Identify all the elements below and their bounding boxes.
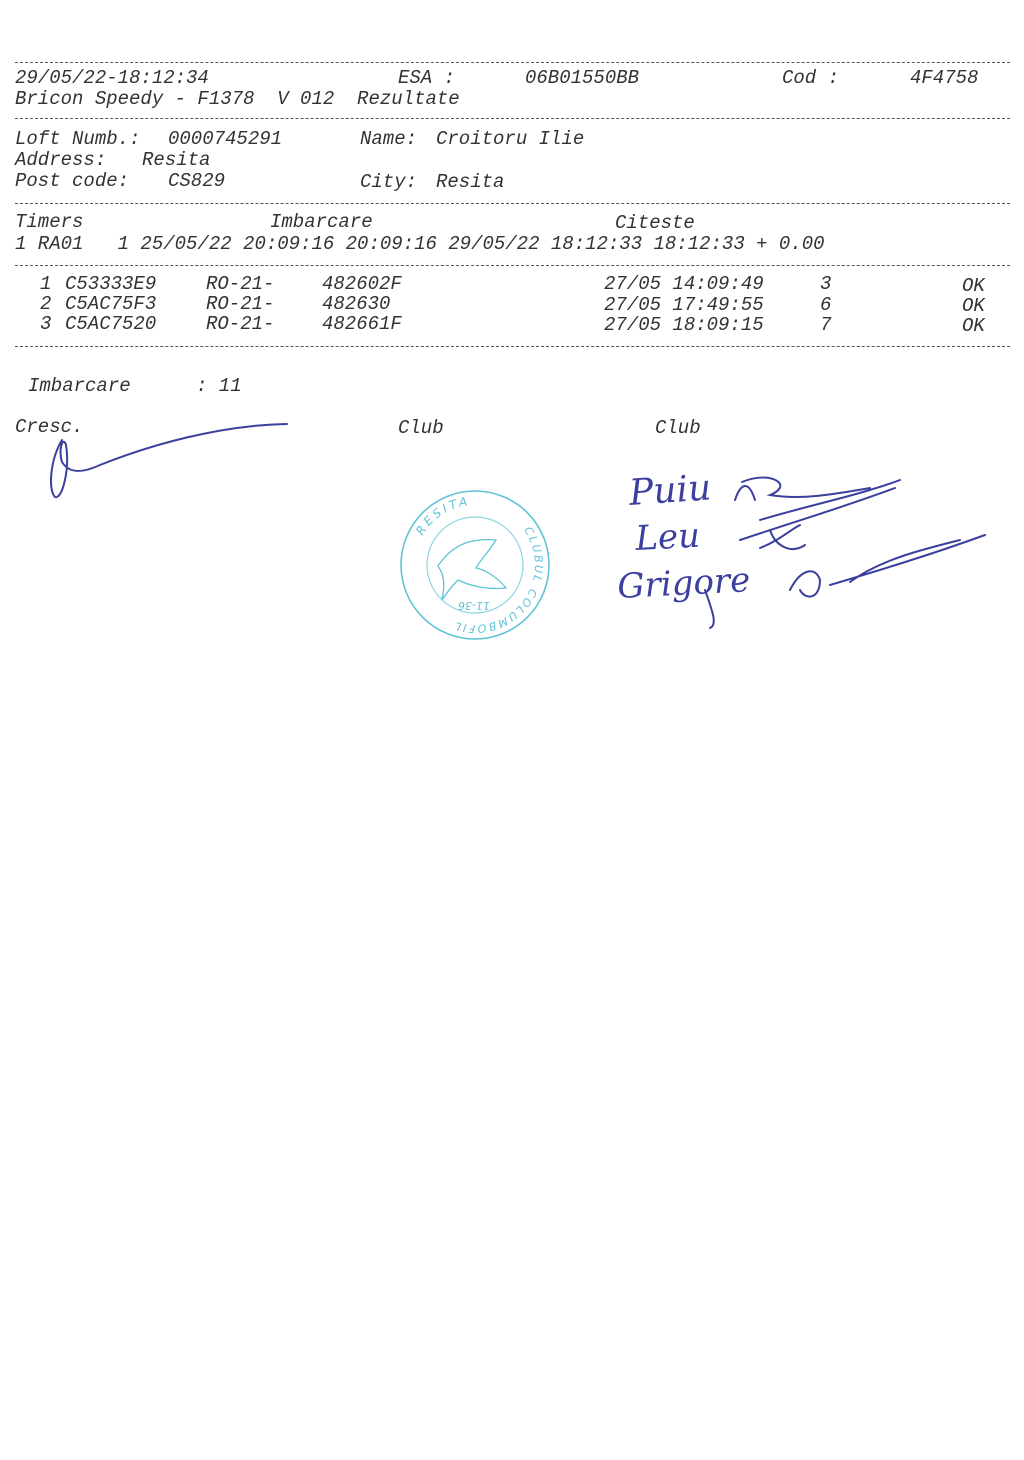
address-value: Resita <box>142 149 211 171</box>
signature-name-1: Puiu <box>627 467 713 514</box>
citeste-header: Citeste <box>615 212 695 234</box>
report-datetime: 29/05/22-18:12:34 <box>15 67 209 89</box>
timers-header: Timers <box>15 211 84 233</box>
arrival-time: 27/05 18:09:15 <box>604 314 764 336</box>
chip-code: C5AC75F3 <box>65 293 157 315</box>
status: OK <box>962 275 985 297</box>
signature-name-2: Leu <box>634 515 701 559</box>
chip-code: C5AC7520 <box>65 313 157 335</box>
ring-number: 482661F <box>322 313 402 335</box>
chip-code: C53333E9 <box>65 273 157 295</box>
club-signatures <box>0 0 1024 700</box>
imbarcare-summary-label: Imbarcare <box>28 375 131 397</box>
city-label: City: <box>360 171 418 193</box>
row-index: 2 <box>40 293 52 315</box>
loft-label: Loft Numb.: <box>15 128 141 150</box>
report-subtitle: Bricon Speedy - F1378 V 012 Rezultate <box>15 88 460 110</box>
status: OK <box>962 295 985 317</box>
cod-value: 4F4758 <box>910 67 979 89</box>
row-index: 3 <box>40 313 52 335</box>
club-label-1: Club <box>398 417 444 439</box>
postcode-value: CS829 <box>168 170 226 192</box>
place: 6 <box>820 294 832 316</box>
esa-value: 06B01550BB <box>525 67 640 89</box>
imbarcare-header: Imbarcare <box>270 211 373 233</box>
stamp-code: 11-36 <box>458 599 490 612</box>
name-label: Name: <box>360 128 418 150</box>
stamp-text-right: CLUBUL COLUMBOFIL <box>451 524 546 636</box>
name-value: Croitoru Ilie <box>436 128 585 150</box>
ring-series: RO-21- <box>206 293 275 315</box>
row-index: 1 <box>40 273 52 295</box>
place: 3 <box>820 273 832 295</box>
status: OK <box>962 315 985 337</box>
arrival-time: 27/05 17:49:55 <box>604 294 764 316</box>
loft-value: 0000745291 <box>168 128 283 150</box>
arrival-time: 27/05 14:09:49 <box>604 273 764 295</box>
signature-name-3: Grigore <box>616 560 752 607</box>
cod-label: Cod : <box>782 67 840 89</box>
stamp-text-top: RESITA <box>413 494 472 538</box>
club-label-2: Club <box>655 417 701 439</box>
esa-label: ESA : <box>398 67 456 89</box>
ring-number: 482602F <box>322 273 402 295</box>
city-value: Resita <box>436 171 505 193</box>
ring-number: 482630 <box>322 293 391 315</box>
place: 7 <box>820 314 832 336</box>
imbarcare-summary-value: : 11 <box>196 375 242 397</box>
address-label: Address: <box>15 149 107 171</box>
postcode-label: Post code: <box>15 170 130 192</box>
ring-series: RO-21- <box>206 313 275 335</box>
timer-row: 1 RA01 1 25/05/22 20:09:16 20:09:16 29/05/22 18:12:33 18:12:33 + 0.00 <box>15 233 825 255</box>
cresc-label: Cresc. <box>15 416 84 438</box>
ring-series: RO-21- <box>206 273 275 295</box>
